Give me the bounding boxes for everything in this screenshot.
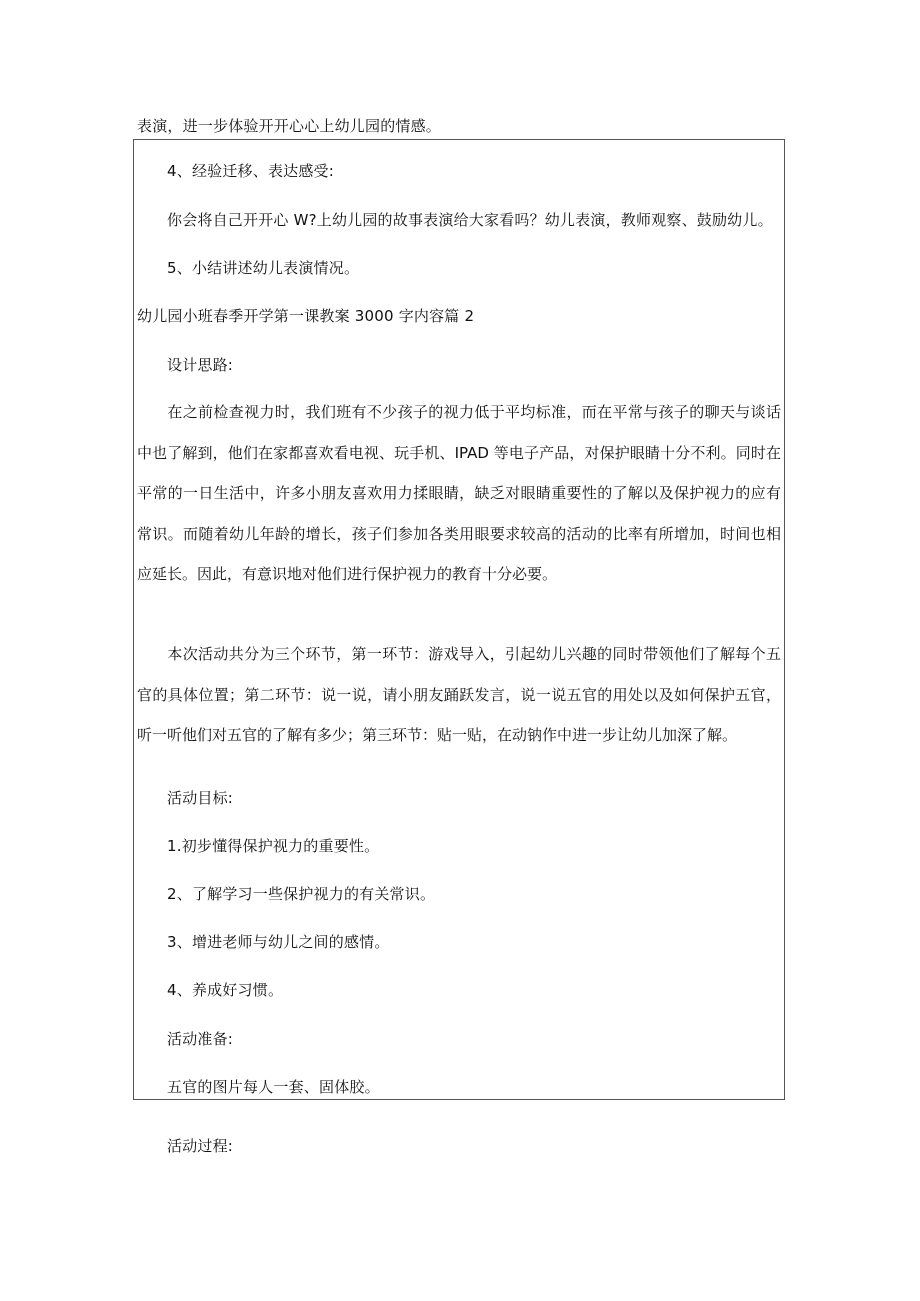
lesson-table-frame (133, 139, 785, 1100)
goal-2: 2、了解学习一些保护视力的有关常识。 (167, 885, 436, 903)
design-paragraph-2 (137, 634, 781, 756)
goal-3: 3、增进老师与幼儿之间的感情。 (167, 933, 390, 951)
process-heading: 活动过程: (167, 1137, 234, 1155)
design-paragraph-1-text: 在之前检查视力时，我们班有不少孩子的视力低于平均标准，而在平常与孩子的聊天与谈话中也了解到，他们在家都喜欢看电视、玩手机、IPAD 等电子产品，对保护眼睛十分不利。同时在平常的一日生活中，许多小朋友喜欢用力揉眼睛，缺乏对眼睛重要性的了解以及保护视力的应有常识。而随着幼儿年龄的增长，孩子们参加各类用眼要求较高的活动的比率有所增加，时间也相应延长。因此，有意识地对他们进行保护视力的教育十分必要。 (137, 403, 781, 583)
intro-line: 表演，进一步体验开开心心上幼儿园的情感。 (137, 117, 442, 135)
prep-heading: 活动准备: (167, 1030, 234, 1048)
step4-body: 你会将自己开开心 W?上幼儿园的故事表演给大家看吗？幼儿表演，教师观察、鼓励幼儿。 (167, 211, 773, 229)
goals-heading: 活动目标: (167, 789, 234, 807)
goal-4: 4、养成好习惯。 (167, 981, 284, 999)
step5-text: 5、小结讲述幼儿表演情况。 (167, 259, 360, 277)
design-paragraph-1 (137, 392, 781, 595)
step4-title: 4、经验迁移、表达感受: (167, 162, 334, 180)
design-heading: 设计思路: (167, 356, 234, 374)
design-paragraph-2-text: 本次活动共分为三个环节，第一环节：游戏导入，引起幼儿兴趣的同时带领他们了解每个五官的具体位置；第二环节：说一说，请小朋友踊跃发言，说一说五官的用处以及如何保护五官，听一听他们对五官的了解有多少；第三环节：贴一贴，在动钠作中进一步让幼儿加深了解。 (137, 645, 781, 744)
prep-body: 五官的图片每人一套、固体胶。 (167, 1078, 380, 1096)
section-title: 幼儿园小班春季开学第一课教案 3000 字内容篇 2 (137, 307, 475, 325)
goal-1: 1.初步懂得保护视力的重要性。 (167, 837, 380, 855)
